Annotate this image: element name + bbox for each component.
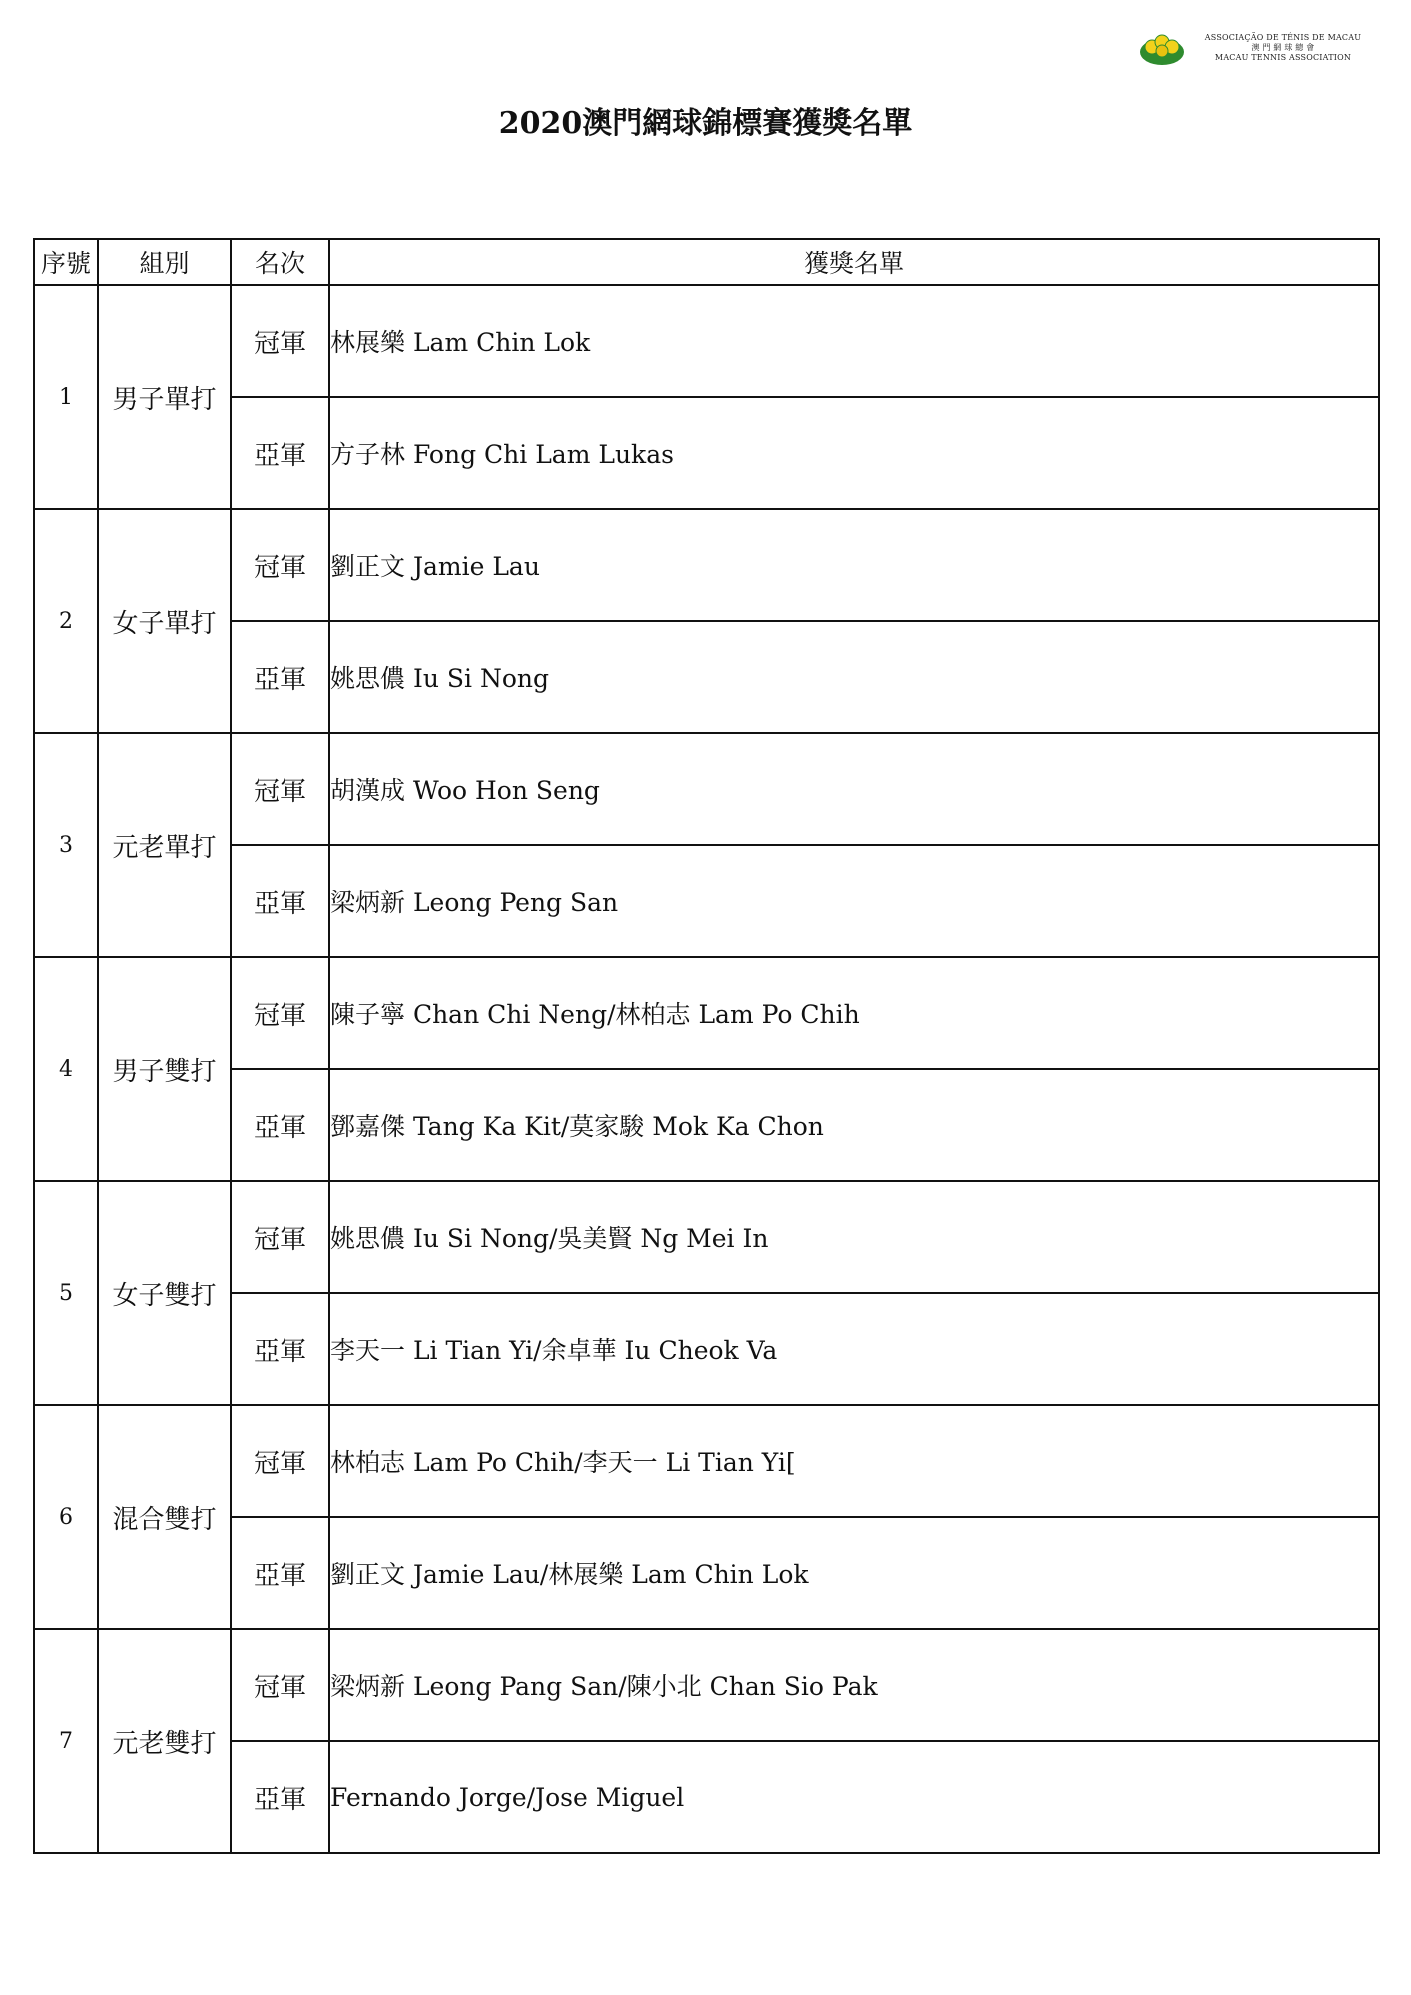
row-number: 2 bbox=[34, 509, 98, 733]
association-logo bbox=[1138, 28, 1368, 68]
table-row bbox=[34, 957, 1379, 1069]
column-header-number: 序號 bbox=[34, 239, 98, 285]
column-header-group: 組別 bbox=[98, 239, 231, 285]
column-header-awardees: 獲獎名單 bbox=[329, 239, 1379, 285]
group-name: 女子雙打 bbox=[98, 1181, 231, 1405]
logo-text bbox=[1198, 33, 1368, 63]
row-number: 5 bbox=[34, 1181, 98, 1405]
column-header-rank: 名次 bbox=[231, 239, 329, 285]
awardee-names: 劉正文 Jamie Lau/林展樂 Lam Chin Lok bbox=[329, 1517, 1379, 1629]
logo-line-english: MACAU TENNIS ASSOCIATION bbox=[1214, 53, 1352, 62]
awardee-names: 劉正文 Jamie Lau bbox=[329, 509, 1379, 621]
row-number: 6 bbox=[34, 1405, 98, 1629]
group-name: 元老單打 bbox=[98, 733, 231, 957]
rank-label: 亞軍 bbox=[231, 397, 329, 509]
rank-label: 冠軍 bbox=[231, 1629, 329, 1741]
table-row bbox=[34, 1629, 1379, 1741]
row-number: 1 bbox=[34, 285, 98, 509]
awardee-names: 李天一 Li Tian Yi/余卓華 Iu Cheok Va bbox=[329, 1293, 1379, 1405]
group-name: 女子單打 bbox=[98, 509, 231, 733]
rank-label: 亞軍 bbox=[231, 845, 329, 957]
table-row bbox=[34, 845, 1379, 957]
table-row bbox=[34, 621, 1379, 733]
group-name: 男子單打 bbox=[98, 285, 231, 509]
row-number: 3 bbox=[34, 733, 98, 957]
row-number: 7 bbox=[34, 1629, 98, 1853]
group-name: 男子雙打 bbox=[98, 957, 231, 1181]
rank-label: 亞軍 bbox=[231, 1517, 329, 1629]
awards-table bbox=[33, 238, 1380, 1854]
logo-line-portuguese: ASSOCIAÇÃO DE TÉNIS DE MACAU bbox=[1204, 33, 1362, 42]
awardee-names: 林展樂 Lam Chin Lok bbox=[329, 285, 1379, 397]
rank-label: 亞軍 bbox=[231, 1741, 329, 1853]
table-row bbox=[34, 1741, 1379, 1853]
rank-label: 冠軍 bbox=[231, 1181, 329, 1293]
table-row bbox=[34, 285, 1379, 397]
awardee-names: 梁炳新 Leong Peng San bbox=[329, 845, 1379, 957]
awardee-names: 鄧嘉傑 Tang Ka Kit/莫家駿 Mok Ka Chon bbox=[329, 1069, 1379, 1181]
table-row bbox=[34, 1405, 1379, 1517]
awardee-names: 胡漢成 Woo Hon Seng bbox=[329, 733, 1379, 845]
awardee-names: 方子林 Fong Chi Lam Lukas bbox=[329, 397, 1379, 509]
table-row bbox=[34, 397, 1379, 509]
rank-label: 冠軍 bbox=[231, 1405, 329, 1517]
group-name: 元老雙打 bbox=[98, 1629, 231, 1853]
table-row bbox=[34, 509, 1379, 621]
rank-label: 冠軍 bbox=[231, 509, 329, 621]
rank-label: 冠軍 bbox=[231, 957, 329, 1069]
rank-label: 冠軍 bbox=[231, 733, 329, 845]
awardee-names: Fernando Jorge/Jose Miguel bbox=[329, 1741, 1379, 1853]
rank-label: 亞軍 bbox=[231, 1069, 329, 1181]
group-name: 混合雙打 bbox=[98, 1405, 231, 1629]
tennis-ball-logo-icon bbox=[1138, 28, 1190, 68]
table-row bbox=[34, 1181, 1379, 1293]
row-number: 4 bbox=[34, 957, 98, 1181]
awardee-names: 姚思儂 Iu Si Nong bbox=[329, 621, 1379, 733]
awardee-names: 林柏志 Lam Po Chih/李天一 Li Tian Yi[ bbox=[329, 1405, 1379, 1517]
awards-table-body bbox=[34, 285, 1379, 1853]
table-header-row bbox=[34, 239, 1379, 285]
table-row bbox=[34, 1293, 1379, 1405]
table-row bbox=[34, 1517, 1379, 1629]
document-title: 2020澳門網球錦標賽獲獎名單 bbox=[498, 106, 913, 141]
awardee-names: 陳子寧 Chan Chi Neng/林柏志 Lam Po Chih bbox=[329, 957, 1379, 1069]
rank-label: 亞軍 bbox=[231, 621, 329, 733]
awardee-names: 梁炳新 Leong Pang San/陳小北 Chan Sio Pak bbox=[329, 1629, 1379, 1741]
rank-label: 亞軍 bbox=[231, 1293, 329, 1405]
logo-line-chinese: 澳 門 網 球 總 會 bbox=[1251, 43, 1315, 52]
table-row bbox=[34, 733, 1379, 845]
table-row bbox=[34, 1069, 1379, 1181]
rank-label: 冠軍 bbox=[231, 285, 329, 397]
awardee-names: 姚思儂 Iu Si Nong/吳美賢 Ng Mei In bbox=[329, 1181, 1379, 1293]
